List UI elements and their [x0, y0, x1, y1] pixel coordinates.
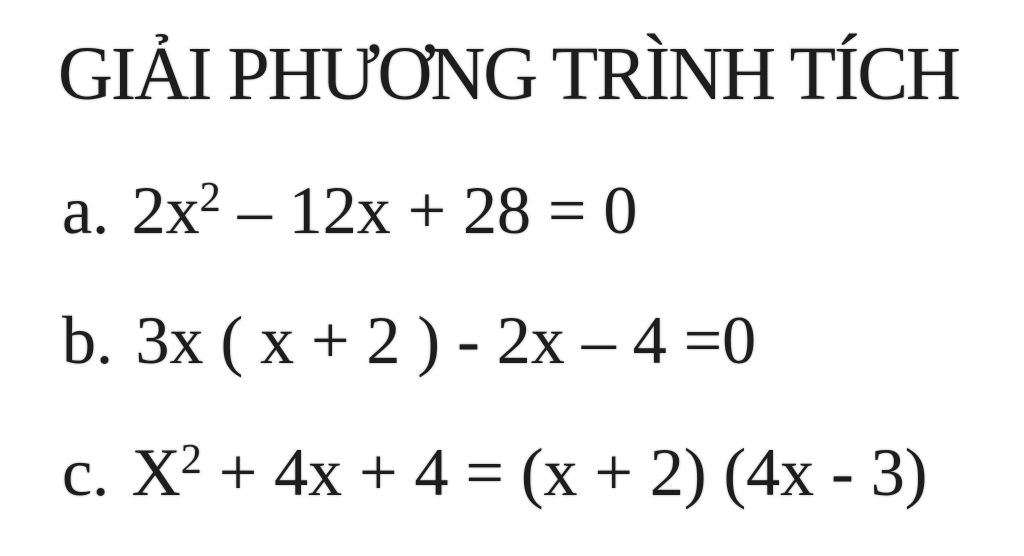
equation-text-c-pre: X	[131, 434, 181, 510]
equation-line-a	[62, 172, 638, 248]
equation-text-c-post: + 4x + 4 = (x + 2) (4x - 3)	[201, 434, 928, 510]
equation-text-b-pre: 3x ( x + 2 ) - 2x – 4 =0	[135, 302, 757, 378]
equation-text-a-pre: 2x	[131, 172, 200, 248]
equation-line-c	[62, 434, 928, 510]
equation-label-c: c.	[62, 434, 110, 510]
equation-text-a-post: – 12x + 28 = 0	[220, 172, 638, 248]
equation-superscript-a: 2	[199, 174, 221, 222]
equation-label-a: a.	[62, 172, 110, 248]
equation-superscript-c: 2	[180, 436, 202, 484]
equation-label-b: b.	[62, 302, 113, 378]
page-title: GIẢI PHƯƠNG TRÌNH TÍCH	[58, 32, 959, 116]
equation-line-b	[62, 302, 757, 378]
